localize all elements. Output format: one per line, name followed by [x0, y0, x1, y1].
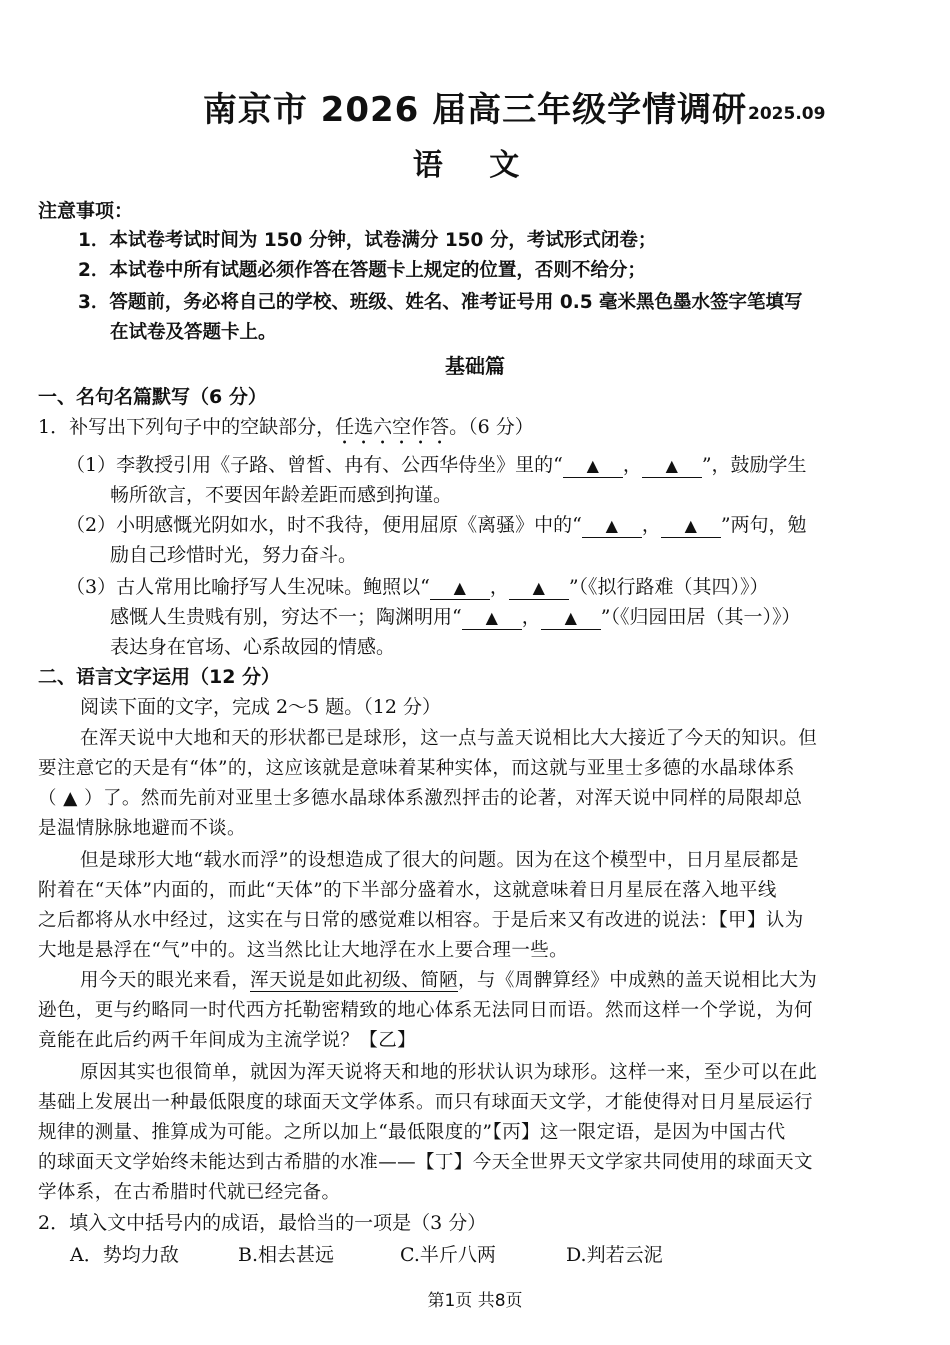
q1-sub3-cont2: 表达身在官场、心系故园的情感。: [110, 636, 396, 658]
part2-intro: 阅读下面的文字，完成 2～5 题。（12 分）: [80, 696, 441, 718]
part1-title: 一、名句名篇默写（6 分）: [38, 386, 267, 408]
passage-text: 用今天的眼光来看，: [80, 970, 251, 991]
q1-stem-emphasis: 任选六空作答: [335, 416, 450, 438]
q1-s3-text-b: ”（《拟行路难（其四）》）: [568, 576, 769, 598]
notice-item-1: 1．本试卷考试时间为 150 分钟，试卷满分 150 分，考试形式闭卷；: [78, 230, 657, 251]
section-heading: 基础篇: [445, 354, 505, 378]
answer-blank[interactable]: ▲: [563, 455, 623, 478]
passage-line: 大地是悬浮在“气”中的。这当然比让大地浮在水上要合理一些。: [38, 940, 569, 961]
exam-title: 南京市 2026 届高三年级学情调研: [202, 90, 748, 130]
exam-date: 2025.09: [748, 104, 826, 124]
passage-line: 学体系，在古希腊时代就已经完备。: [38, 1182, 341, 1203]
passage-line: 要注意它的天是有“体”的，这应该就是意味着某种实体，而这就与亚里士多德的水晶球体系: [38, 758, 795, 779]
q1-sub3-cont: [110, 604, 800, 630]
answer-blank[interactable]: ▲: [582, 515, 642, 538]
q1-sub2-cont: 励自己珍惜时光，努力奋斗。: [110, 544, 358, 566]
passage-line: 是温情脉脉地避而不谈。: [38, 818, 246, 839]
notice-item-2: 2．本试卷中所有试题必须作答在答题卡上规定的位置，否则不给分；: [78, 260, 646, 281]
answer-blank[interactable]: ▲: [661, 515, 721, 538]
q1-sub1-cont: 畅所欲言，不要因年龄差距而感到拘谨。: [110, 484, 453, 506]
comma: ，: [622, 454, 642, 476]
q1-s1-text: （1）李教授引用《子路、曾皙、冉有、公西华侍坐》里的“: [66, 454, 563, 476]
answer-blank[interactable]: ▲: [642, 455, 702, 478]
answer-blank[interactable]: ▲: [462, 607, 522, 630]
passage-line: 原因其实也很简单，就因为浑天说将天和地的形状认识为球形。这样一来，至少可以在此: [80, 1062, 818, 1083]
q1-s3-text: （3）古人常用比喻抒写人生况味。鲍照以“: [66, 576, 430, 598]
underlined-phrase: 浑天说是如此初级、简陋: [250, 970, 459, 991]
q1-s1-text-b: ”，鼓励学生: [701, 454, 807, 476]
q2-option-b[interactable]: B.相去甚远: [238, 1244, 335, 1266]
q1-s2-text: （2）小明感慨光阴如水，时不我待，便用屈原《离骚》中的“: [66, 514, 582, 536]
comma: ，: [521, 606, 541, 628]
page-footer: 第1页 共8页: [427, 1291, 523, 1311]
passage-line: 但是球形大地“载水而浮”的设想造成了很大的问题。因为在这个模型中，日月星辰都是: [80, 850, 800, 871]
passage-line: （ ▲ ）了。然而先前对亚里士多德水晶球体系激烈抨击的论著，对浑天说中同样的局限却总: [38, 788, 803, 809]
q1-sub3: [66, 574, 769, 600]
passage-text: ，与《周髀算经》中成熟的盖天说相比大为: [458, 970, 818, 991]
passage-line: 在浑天说中大地和天的形状都已是球形，这一点与盖天说相比大大接近了今天的知识。但: [80, 728, 818, 749]
q1-s3-text-d: ”（《归园田居（其一）》）: [600, 606, 801, 628]
notice-item-3-cont: 在试卷及答题卡上。: [110, 322, 277, 343]
q1-stem-b: 。（6 分）: [449, 416, 534, 438]
passage-line: 的球面天文学始终未能达到古希腊的水准——【丁】今天全世界天文学家共同使用的球面天文: [38, 1152, 813, 1173]
part2-title: 二、语言文字运用（12 分）: [38, 666, 281, 688]
q2-option-a[interactable]: A．势均力敌: [70, 1244, 179, 1266]
notice-heading: 注意事项：: [38, 200, 134, 222]
passage-line: 逊色，更与约略同一时代西方托勒密精致的地心体系无法同日而语。然而这样一个学说，为何: [38, 1000, 813, 1021]
q1-s3-text-c: 感慨人生贵贱有别，穷达不一；陶渊明用“: [110, 606, 462, 628]
passage-line: 基础上发展出一种最低限度的球面天文学体系。而只有球面天文学，才能使得对日月星辰运行: [38, 1092, 813, 1113]
q1-stem-a: 1．补写出下列句子中的空缺部分，: [38, 416, 336, 438]
subject-title: 语 文: [412, 148, 538, 183]
passage-line: 竟能在此后约两千年间成为主流学说？【乙】: [38, 1030, 417, 1051]
comma: ，: [489, 576, 509, 598]
passage-line: 附着在“天体”内面的，而此“天体”的下半部分盛着水，这就意味着日月星辰在落入地平线: [38, 880, 777, 901]
notice-item-3: 3．答题前，务必将自己的学校、班级、姓名、准考证号用 0.5 毫米黑色墨水签字笔填写: [78, 292, 803, 313]
answer-blank[interactable]: ▲: [509, 577, 569, 600]
passage-line: 规律的测量、推算成为可能。之所以加上“最低限度的”【丙】这一限定语，是因为中国古代: [38, 1122, 786, 1143]
q1-sub1: [66, 452, 807, 478]
q2-option-d[interactable]: D.判若云泥: [566, 1244, 663, 1266]
answer-blank[interactable]: ▲: [430, 577, 490, 600]
answer-blank[interactable]: ▲: [541, 607, 601, 630]
q2-option-c[interactable]: C.半斤八两: [400, 1244, 496, 1266]
passage-line: [80, 968, 817, 994]
q1-sub2: [66, 512, 807, 538]
passage-line: 之后都将从水中经过，这实在与日常的感觉难以相容。于是后来又有改进的说法：【甲】认为: [38, 910, 804, 931]
q1-s2-text-b: ”两句，勉: [720, 514, 807, 536]
q1-stem: [38, 414, 534, 449]
q2-stem: 2．填入文中括号内的成语，最恰当的一项是（3 分）: [38, 1212, 487, 1234]
comma: ，: [641, 514, 661, 536]
